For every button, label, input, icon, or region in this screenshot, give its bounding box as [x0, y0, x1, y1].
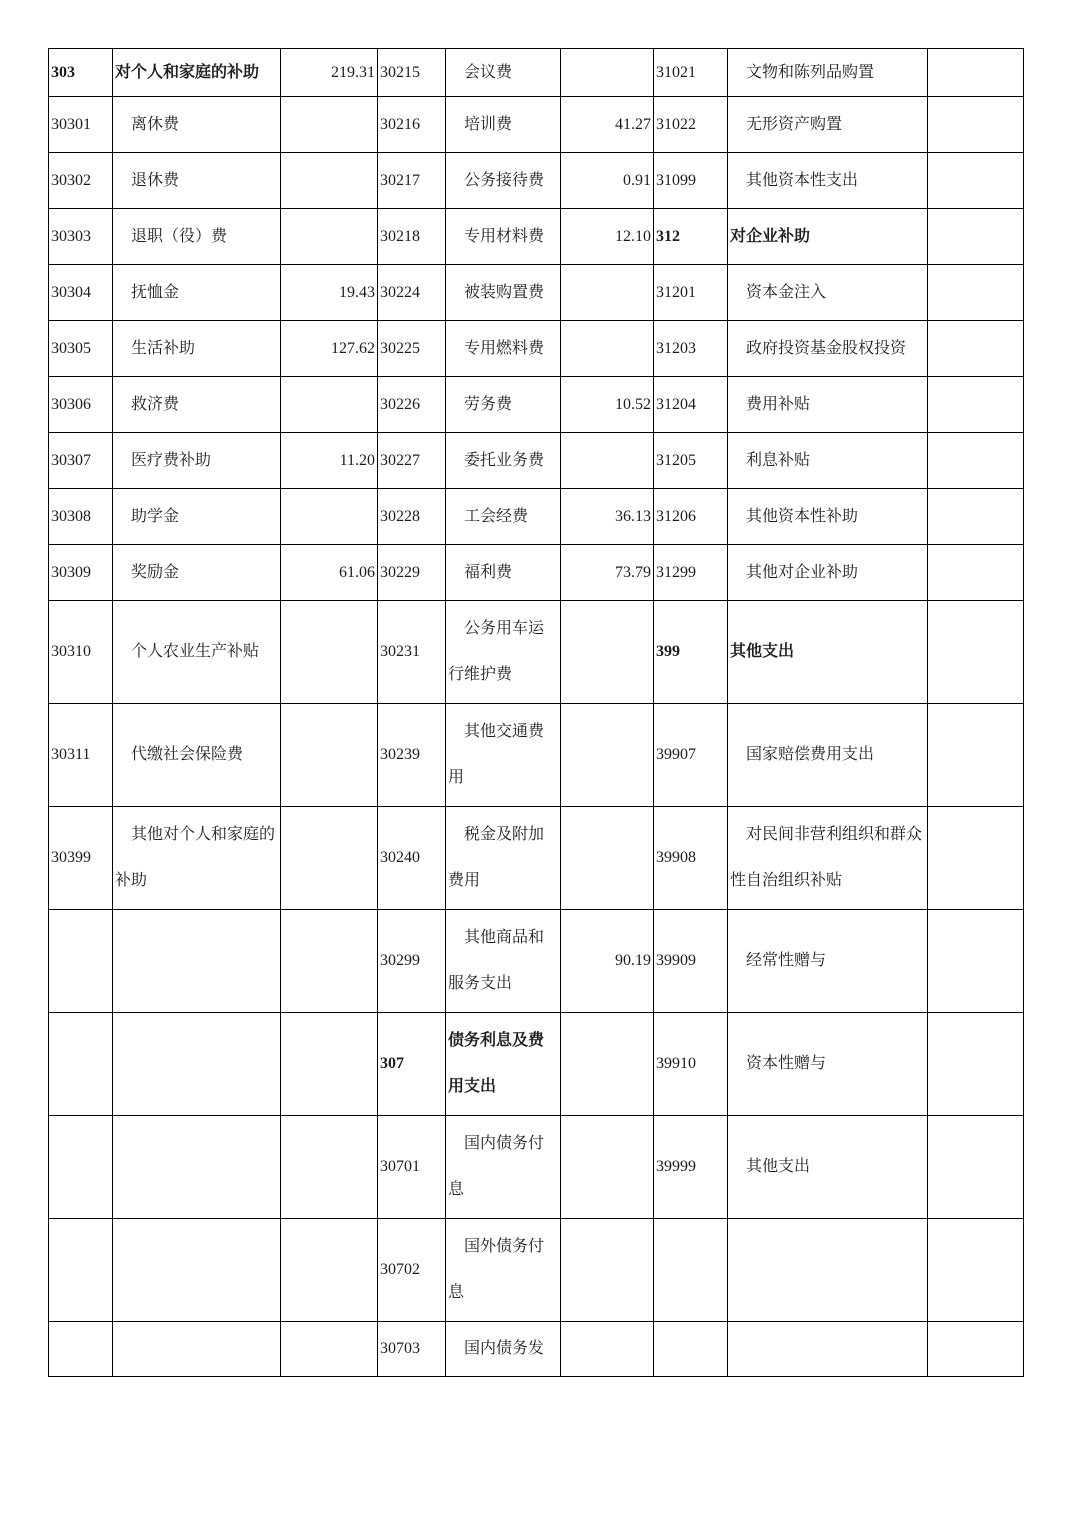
code-cell: 39908	[654, 807, 728, 910]
code-cell: 31203	[654, 321, 728, 377]
table-row	[49, 377, 1024, 433]
code-cell	[654, 1322, 728, 1377]
code-cell: 30399	[49, 807, 113, 910]
code-cell: 30226	[378, 377, 446, 433]
value-cell	[928, 545, 1024, 601]
name-cell: 救济费	[113, 377, 281, 433]
value-cell	[281, 153, 378, 209]
value-cell: 11.20	[281, 433, 378, 489]
value-cell	[561, 807, 654, 910]
table-row	[49, 209, 1024, 265]
name-cell: 税金及附加费用	[446, 807, 561, 910]
value-cell	[561, 1116, 654, 1219]
table-row	[49, 704, 1024, 807]
value-cell	[928, 910, 1024, 1013]
name-cell	[113, 1013, 281, 1116]
code-cell: 30301	[49, 97, 113, 153]
code-cell: 303	[49, 49, 113, 97]
code-cell: 30306	[49, 377, 113, 433]
value-cell	[561, 321, 654, 377]
value-cell: 61.06	[281, 545, 378, 601]
code-cell: 307	[378, 1013, 446, 1116]
name-cell: 其他对个人和家庭的补助	[113, 807, 281, 910]
name-cell: 其他支出	[728, 601, 928, 704]
table-row	[49, 910, 1024, 1013]
code-cell: 30701	[378, 1116, 446, 1219]
name-cell	[728, 1219, 928, 1322]
name-cell: 国外债务付息	[446, 1219, 561, 1322]
code-cell: 30228	[378, 489, 446, 545]
name-cell: 其他资本性补助	[728, 489, 928, 545]
name-cell: 劳务费	[446, 377, 561, 433]
code-cell: 30240	[378, 807, 446, 910]
name-cell: 工会经费	[446, 489, 561, 545]
value-cell	[928, 97, 1024, 153]
value-cell	[561, 601, 654, 704]
name-cell: 助学金	[113, 489, 281, 545]
value-cell	[561, 49, 654, 97]
code-cell: 30309	[49, 545, 113, 601]
name-cell: 专用材料费	[446, 209, 561, 265]
value-cell	[561, 1219, 654, 1322]
table-row	[49, 321, 1024, 377]
name-cell: 退职（役）费	[113, 209, 281, 265]
name-cell: 对企业补助	[728, 209, 928, 265]
value-cell	[928, 1219, 1024, 1322]
name-cell: 资本性赠与	[728, 1013, 928, 1116]
value-cell	[928, 377, 1024, 433]
code-cell	[654, 1219, 728, 1322]
table-row	[49, 807, 1024, 910]
code-cell: 30231	[378, 601, 446, 704]
name-cell	[728, 1322, 928, 1377]
code-cell: 31299	[654, 545, 728, 601]
value-cell	[281, 1116, 378, 1219]
value-cell	[281, 1013, 378, 1116]
name-cell: 其他对企业补助	[728, 545, 928, 601]
value-cell	[561, 1013, 654, 1116]
name-cell: 奖励金	[113, 545, 281, 601]
value-cell	[928, 489, 1024, 545]
name-cell: 文物和陈列品购置	[728, 49, 928, 97]
table-row	[49, 1116, 1024, 1219]
value-cell: 219.31	[281, 49, 378, 97]
code-cell: 30216	[378, 97, 446, 153]
value-cell: 36.13	[561, 489, 654, 545]
name-cell: 国内债务付息	[446, 1116, 561, 1219]
code-cell: 31021	[654, 49, 728, 97]
name-cell: 经常性赠与	[728, 910, 928, 1013]
code-cell	[49, 1322, 113, 1377]
name-cell: 资本金注入	[728, 265, 928, 321]
table-row	[49, 1013, 1024, 1116]
value-cell	[928, 1013, 1024, 1116]
value-cell	[928, 601, 1024, 704]
value-cell: 19.43	[281, 265, 378, 321]
name-cell: 被装购置费	[446, 265, 561, 321]
table-row	[49, 49, 1024, 97]
code-cell: 30304	[49, 265, 113, 321]
value-cell	[928, 321, 1024, 377]
code-cell: 30229	[378, 545, 446, 601]
name-cell: 医疗费补助	[113, 433, 281, 489]
name-cell: 专用燃料费	[446, 321, 561, 377]
name-cell: 对民间非营利组织和群众性自治组织补贴	[728, 807, 928, 910]
name-cell: 其他资本性支出	[728, 153, 928, 209]
table-row	[49, 153, 1024, 209]
code-cell: 31022	[654, 97, 728, 153]
name-cell: 利息补贴	[728, 433, 928, 489]
value-cell	[281, 601, 378, 704]
value-cell	[928, 1116, 1024, 1219]
value-cell	[281, 97, 378, 153]
budget-table-body	[49, 49, 1024, 1377]
value-cell	[928, 265, 1024, 321]
value-cell: 0.91	[561, 153, 654, 209]
name-cell: 委托业务费	[446, 433, 561, 489]
name-cell	[113, 1322, 281, 1377]
code-cell: 30702	[378, 1219, 446, 1322]
value-cell	[928, 807, 1024, 910]
code-cell: 30303	[49, 209, 113, 265]
code-cell: 30307	[49, 433, 113, 489]
name-cell: 个人农业生产补贴	[113, 601, 281, 704]
code-cell: 39910	[654, 1013, 728, 1116]
name-cell: 无形资产购置	[728, 97, 928, 153]
name-cell: 公务用车运行维护费	[446, 601, 561, 704]
name-cell: 退休费	[113, 153, 281, 209]
table-row	[49, 265, 1024, 321]
code-cell: 30302	[49, 153, 113, 209]
name-cell: 政府投资基金股权投资	[728, 321, 928, 377]
value-cell	[928, 153, 1024, 209]
value-cell	[928, 1322, 1024, 1377]
value-cell	[281, 377, 378, 433]
value-cell	[561, 704, 654, 807]
code-cell: 312	[654, 209, 728, 265]
code-cell: 30227	[378, 433, 446, 489]
code-cell: 31206	[654, 489, 728, 545]
code-cell	[49, 1219, 113, 1322]
value-cell	[281, 209, 378, 265]
code-cell: 30308	[49, 489, 113, 545]
code-cell: 30215	[378, 49, 446, 97]
code-cell: 39999	[654, 1116, 728, 1219]
table-row	[49, 601, 1024, 704]
budget-table	[48, 48, 1024, 1377]
code-cell: 30225	[378, 321, 446, 377]
value-cell: 41.27	[561, 97, 654, 153]
value-cell	[281, 910, 378, 1013]
name-cell: 生活补助	[113, 321, 281, 377]
table-row	[49, 97, 1024, 153]
name-cell: 债务利息及费用支出	[446, 1013, 561, 1116]
value-cell	[561, 433, 654, 489]
code-cell: 30217	[378, 153, 446, 209]
name-cell: 离休费	[113, 97, 281, 153]
code-cell: 30224	[378, 265, 446, 321]
name-cell: 会议费	[446, 49, 561, 97]
value-cell	[928, 49, 1024, 97]
value-cell: 10.52	[561, 377, 654, 433]
code-cell: 31204	[654, 377, 728, 433]
code-cell: 39909	[654, 910, 728, 1013]
code-cell: 30218	[378, 209, 446, 265]
value-cell	[281, 1219, 378, 1322]
code-cell: 30299	[378, 910, 446, 1013]
value-cell: 73.79	[561, 545, 654, 601]
name-cell: 培训费	[446, 97, 561, 153]
name-cell	[113, 910, 281, 1013]
name-cell: 其他商品和服务支出	[446, 910, 561, 1013]
name-cell: 国家赔偿费用支出	[728, 704, 928, 807]
value-cell: 127.62	[281, 321, 378, 377]
table-row	[49, 489, 1024, 545]
name-cell: 公务接待费	[446, 153, 561, 209]
code-cell: 30239	[378, 704, 446, 807]
value-cell	[281, 807, 378, 910]
name-cell: 福利费	[446, 545, 561, 601]
value-cell	[281, 489, 378, 545]
code-cell: 399	[654, 601, 728, 704]
code-cell: 30310	[49, 601, 113, 704]
table-row	[49, 545, 1024, 601]
name-cell: 其他支出	[728, 1116, 928, 1219]
code-cell: 30311	[49, 704, 113, 807]
name-cell: 国内债务发	[446, 1322, 561, 1377]
table-row	[49, 1219, 1024, 1322]
code-cell: 31201	[654, 265, 728, 321]
name-cell: 抚恤金	[113, 265, 281, 321]
value-cell	[281, 704, 378, 807]
code-cell: 30305	[49, 321, 113, 377]
value-cell: 90.19	[561, 910, 654, 1013]
value-cell	[561, 265, 654, 321]
code-cell	[49, 1013, 113, 1116]
name-cell: 其他交通费用	[446, 704, 561, 807]
value-cell	[928, 704, 1024, 807]
code-cell: 31099	[654, 153, 728, 209]
table-row	[49, 433, 1024, 489]
table-row	[49, 1322, 1024, 1377]
name-cell	[113, 1219, 281, 1322]
name-cell: 对个人和家庭的补助	[113, 49, 281, 97]
code-cell: 31205	[654, 433, 728, 489]
name-cell: 代缴社会保险费	[113, 704, 281, 807]
code-cell	[49, 910, 113, 1013]
value-cell	[928, 209, 1024, 265]
value-cell	[561, 1322, 654, 1377]
value-cell	[928, 433, 1024, 489]
name-cell	[113, 1116, 281, 1219]
code-cell	[49, 1116, 113, 1219]
value-cell: 12.10	[561, 209, 654, 265]
name-cell: 费用补贴	[728, 377, 928, 433]
code-cell: 39907	[654, 704, 728, 807]
value-cell	[281, 1322, 378, 1377]
code-cell: 30703	[378, 1322, 446, 1377]
